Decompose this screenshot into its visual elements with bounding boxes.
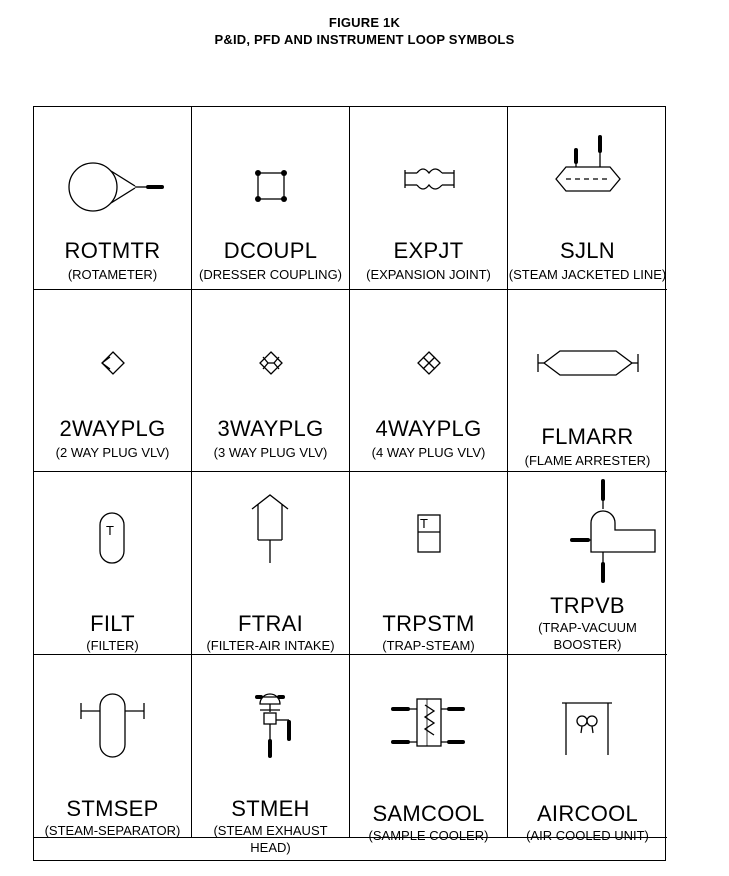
symbol-description: (STEAM-SEPARATOR) — [44, 823, 181, 838]
symbol-code: FILT — [90, 611, 135, 636]
symbol-code: ROTMTR — [64, 238, 161, 263]
symbol-cell-stmeh — [192, 655, 350, 855]
symbol-cell-trpvb — [508, 472, 667, 655]
symbol-description: (2 WAY PLUG VLV) — [55, 445, 170, 460]
symbol-description: (STEAM JACKETED LINE) — [508, 267, 667, 282]
symbol-code: FTRAI — [237, 611, 304, 636]
symbol-description: (3 WAY PLUG VLV) — [213, 445, 328, 460]
symbol-grid — [33, 106, 666, 861]
symbol-description: (4 WAY PLUG VLV) — [371, 445, 486, 460]
symbol-code: SJLN — [560, 238, 615, 263]
filter-glyph: T — [106, 523, 114, 538]
symbol-cell-4wayplg — [350, 290, 508, 472]
symbol-description: (TRAP-STEAM) — [382, 638, 475, 653]
symbol-cell-stmsep — [34, 655, 192, 838]
symbol-description: (SAMPLE COOLER) — [368, 828, 489, 843]
symbol-cell-flmarr — [508, 290, 667, 472]
symbol-code: 2WAYPLG — [59, 416, 166, 441]
symbol-cell-3wayplg — [192, 290, 350, 472]
symbol-description: (ROTAMETER) — [67, 267, 158, 282]
symbol-code: AIRCOOL — [536, 801, 639, 826]
symbol-code: EXPJT — [393, 238, 464, 263]
symbol-code: 3WAYPLG — [217, 416, 324, 441]
symbol-cell-sjln — [508, 107, 667, 290]
symbol-description: (STEAM EXHAUST HEAD) — [213, 823, 328, 855]
symbol-cell-dcoupl — [192, 107, 350, 290]
trap-glyph: T — [420, 516, 428, 531]
symbol-cell-rotmtr — [34, 107, 192, 290]
symbol-cell-2wayplg — [34, 290, 192, 472]
symbol-code: TRPSTM — [382, 611, 475, 636]
symbol-code: STMEH — [231, 796, 310, 821]
symbol-code: FLMARR — [541, 424, 634, 449]
symbol-description: (FILTER-AIR INTAKE) — [206, 638, 335, 653]
figure-header — [0, 14, 729, 48]
symbol-description: (TRAP-VACUUM BOOSTER) — [538, 620, 637, 652]
symbol-description: (FLAME ARRESTER) — [524, 453, 651, 468]
figure-title: FIGURE 1K — [328, 15, 401, 30]
symbol-description: (AIR COOLED UNIT) — [526, 828, 649, 843]
symbol-code: DCOUPL — [223, 238, 318, 263]
symbol-description: (DRESSER COUPLING) — [198, 267, 343, 282]
symbol-description: (EXPANSION JOINT) — [366, 267, 491, 282]
symbol-code: TRPVB — [550, 593, 625, 618]
symbol-description: (FILTER) — [86, 638, 139, 653]
symbol-cell-ftrai — [192, 472, 350, 655]
symbol-cell-aircool — [508, 655, 667, 843]
symbol-cell-samcool — [350, 655, 508, 843]
symbol-cell-trpstm — [350, 472, 508, 655]
symbol-code: STMSEP — [66, 796, 159, 821]
empty-footer-row — [34, 838, 665, 860]
symbol-cell-filt — [34, 472, 192, 655]
symbol-code: SAMCOOL — [372, 801, 485, 826]
figure-subtitle: P&ID, PFD AND INSTRUMENT LOOP SYMBOLS — [214, 32, 515, 47]
symbol-cell-expjt — [350, 107, 508, 290]
symbol-code: 4WAYPLG — [375, 416, 482, 441]
